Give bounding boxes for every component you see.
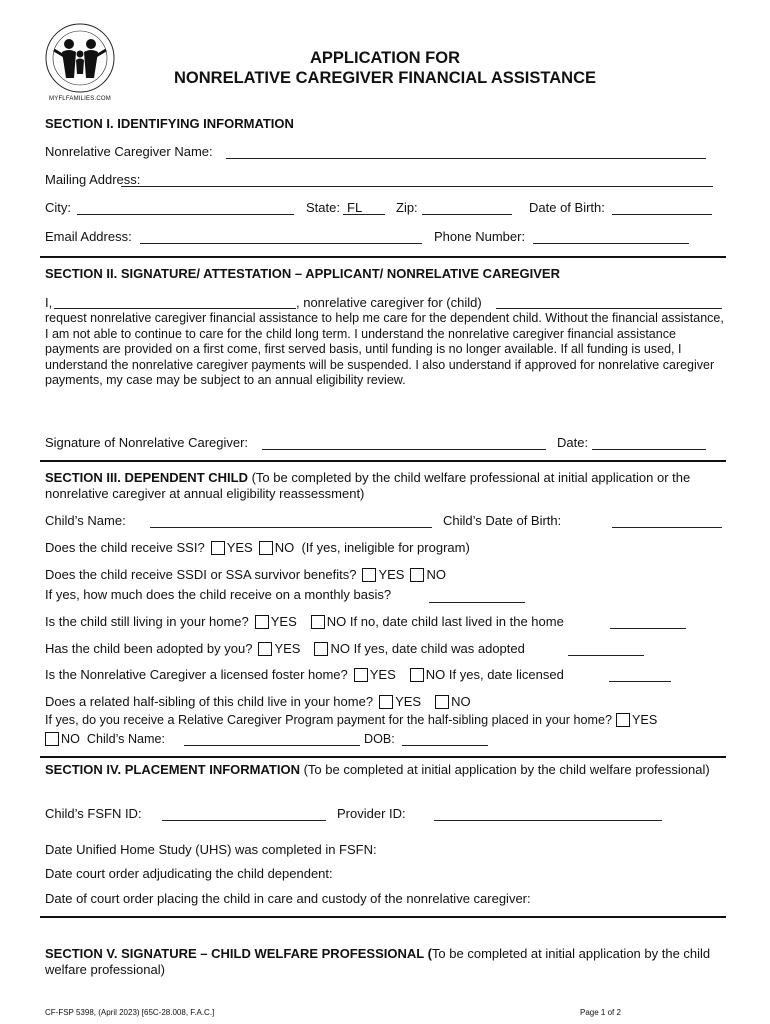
- section3-heading: SECTION III. DEPENDENT CHILD: [45, 470, 248, 485]
- provider-id-field[interactable]: [434, 820, 662, 821]
- ssi-question: Does the child receive SSI?: [45, 540, 205, 555]
- dcf-logo: [42, 22, 118, 106]
- section1-heading: SECTION I. IDENTIFYING INFORMATION: [45, 116, 294, 131]
- zip-field[interactable]: [422, 214, 512, 215]
- i-label: I,: [45, 295, 53, 310]
- living-question-row: [45, 614, 564, 630]
- applicant-name-field[interactable]: [54, 308, 296, 309]
- sibling-question: Does a related half-sibling of this child live in your home?: [45, 694, 374, 709]
- fsfn-id-field[interactable]: [162, 820, 326, 821]
- signature-date-label: Date:: [557, 435, 589, 450]
- section-divider: [40, 256, 726, 258]
- caregiver-for-label: , nonrelative caregiver for (child): [296, 295, 482, 310]
- adopted-note: If yes, date child was adopted: [353, 641, 525, 656]
- logo-website: MYFLFAMILIES.COM: [49, 96, 111, 102]
- living-no-checkbox[interactable]: [311, 615, 325, 629]
- ssi-question-row: [45, 540, 470, 556]
- section5-heading-block: [45, 946, 730, 978]
- section5-heading: SECTION V. SIGNATURE – CHILD WELFARE PROFESSIONAL (: [45, 946, 432, 961]
- foster-question: Is the Nonrelative Caregiver a licensed foster home?: [45, 667, 348, 682]
- adopted-question: Has the child been adopted by you?: [45, 641, 253, 656]
- caregiver-name-label: Nonrelative Caregiver Name:: [45, 144, 213, 159]
- yes-label: YES: [395, 694, 422, 709]
- form-id-footer: CF-FSP 5398, (April 2023) [65C-28.008, F.A.C.]: [45, 1008, 215, 1017]
- section-divider: [40, 460, 726, 462]
- yes-label: YES: [270, 614, 297, 629]
- ssdi-amount-field[interactable]: [429, 602, 525, 603]
- mailing-address-field[interactable]: [121, 186, 713, 187]
- caregiver-signature-field[interactable]: [262, 449, 546, 450]
- adopted-no-checkbox[interactable]: [314, 642, 328, 656]
- rcg-no-row: [45, 731, 165, 747]
- last-lived-date-field[interactable]: [610, 628, 686, 629]
- sibling-no-checkbox[interactable]: [435, 695, 449, 709]
- foster-yes-checkbox[interactable]: [354, 668, 368, 682]
- section3-heading-note: (To be completed by the child welfare professional at initial application or the nonrelative caregiver at annual eligibility reassessment): [45, 470, 691, 501]
- zip-label: Zip:: [396, 200, 418, 215]
- sibling-question-row: [45, 694, 471, 710]
- state-label: State:: [306, 200, 340, 215]
- sibling-name-field[interactable]: [184, 745, 360, 746]
- state-value[interactable]: FL: [347, 200, 363, 215]
- child-dob-label: Child’s Date of Birth:: [443, 513, 562, 528]
- ssi-no-checkbox[interactable]: [259, 541, 273, 555]
- form-title-line1: APPLICATION FOR: [309, 49, 461, 67]
- yes-label: YES: [226, 540, 253, 555]
- court-custody-date-label: Date of court order placing the child in care and custody of the nonrelative caregiver:: [45, 891, 531, 906]
- dcf-seal-icon: [42, 22, 118, 98]
- no-label: NO: [326, 614, 347, 629]
- ssi-note: (If yes, ineligible for program): [301, 540, 470, 555]
- caregiver-name-field[interactable]: [226, 158, 706, 159]
- no-label: NO: [451, 694, 471, 709]
- living-question: Is the child still living in your home?: [45, 614, 249, 629]
- ssdi-yes-checkbox[interactable]: [362, 568, 376, 582]
- state-field[interactable]: [343, 214, 385, 215]
- phone-label: Phone Number:: [434, 229, 526, 244]
- ssdi-no-checkbox[interactable]: [410, 568, 424, 582]
- ssdi-amount-question: If yes, how much does the child receive on a monthly basis?: [45, 587, 392, 602]
- section-divider: [40, 916, 726, 918]
- adopted-question-row: [45, 641, 525, 657]
- no-label: NO: [425, 667, 446, 682]
- foster-note: If yes, date licensed: [448, 667, 564, 682]
- section4-heading: SECTION IV. PLACEMENT INFORMATION: [45, 762, 300, 777]
- rcg-yes-checkbox[interactable]: [616, 713, 630, 727]
- living-yes-checkbox[interactable]: [255, 615, 269, 629]
- foster-no-checkbox[interactable]: [410, 668, 424, 682]
- uhs-date-label: Date Unified Home Study (UHS) was completed in FSFN:: [45, 842, 377, 857]
- rcg-question: If yes, do you receive a Relative Caregiver Program payment for the half-sibling placed in your home?: [45, 713, 613, 727]
- email-field[interactable]: [140, 243, 422, 244]
- section4-heading-note: (To be completed at initial application by the child welfare professional): [299, 762, 710, 777]
- mailing-address-label: Mailing Address:: [45, 172, 141, 187]
- sibling-name-label: Child’s Name:: [86, 732, 166, 746]
- provider-id-label: Provider ID:: [337, 806, 406, 821]
- section-divider: [40, 756, 726, 758]
- section5-heading-note: To be completed at initial application by the child welfare professional): [45, 946, 711, 977]
- ssi-yes-checkbox[interactable]: [211, 541, 225, 555]
- dependent-child-name-field[interactable]: [150, 527, 432, 528]
- license-date-field[interactable]: [609, 681, 671, 682]
- caregiver-signature-label: Signature of Nonrelative Caregiver:: [45, 435, 249, 450]
- phone-field[interactable]: [533, 243, 689, 244]
- yes-label: YES: [378, 567, 405, 582]
- no-label: NO: [274, 540, 295, 555]
- city-label: City:: [45, 200, 71, 215]
- page-number: Page 1 of 2: [580, 1008, 621, 1017]
- email-label: Email Address:: [45, 229, 132, 244]
- dob-field[interactable]: [612, 214, 712, 215]
- yes-label: YES: [632, 713, 658, 727]
- yes-label: YES: [274, 641, 301, 656]
- living-note: If no, date child last lived in the home: [349, 614, 564, 629]
- yes-label: YES: [369, 667, 396, 682]
- sibling-yes-checkbox[interactable]: [379, 695, 393, 709]
- section2-heading: SECTION II. SIGNATURE/ ATTESTATION – APPLICANT/ NONRELATIVE CAREGIVER: [45, 266, 560, 281]
- adopted-yes-checkbox[interactable]: [258, 642, 272, 656]
- section3-heading-block: [45, 470, 730, 502]
- form-title-line2: NONRELATIVE CAREGIVER FINANCIAL ASSISTANCE: [174, 69, 596, 87]
- ssdi-question: Does the child receive SSDI or SSA survivor benefits?: [45, 567, 357, 582]
- adoption-date-field[interactable]: [568, 655, 644, 656]
- rcg-question-row: [45, 712, 657, 728]
- sibling-dob-label: DOB:: [364, 732, 395, 746]
- no-label: NO: [426, 567, 446, 582]
- no-label: NO: [330, 641, 350, 656]
- attestation-text: request nonrelative caregiver financial assistance to help me care for the dependent child. Without the financial assistance, I am not able to continue to care for the child long term. I understand the nonrelative caregiver financial assistance payments are provided on a first come, first served basis, until funding is no longer available. If all funding is used, I understand the nonrelative caregiver payments will be suspended. I also understand if approved for nonrelative caregiver payments, my case may be subject to an annual eligibility review.: [45, 311, 724, 387]
- city-field[interactable]: [77, 214, 294, 215]
- court-dependent-date-label: Date court order adjudicating the child dependent:: [45, 866, 333, 881]
- fsfn-id-label: Child’s FSFN ID:: [45, 806, 142, 821]
- ssdi-question-row: [45, 567, 446, 583]
- no-label: NO: [61, 732, 80, 746]
- rcg-no-checkbox[interactable]: [45, 732, 59, 746]
- child-name-label: Child’s Name:: [45, 513, 126, 528]
- dependent-child-dob-field[interactable]: [612, 527, 722, 528]
- signature-date-field[interactable]: [592, 449, 706, 450]
- foster-question-row: [45, 667, 564, 683]
- section4-heading-block: [45, 762, 730, 778]
- dob-label: Date of Birth:: [529, 200, 605, 215]
- sibling-dob-field[interactable]: [402, 745, 488, 746]
- child-name-field[interactable]: [496, 308, 722, 309]
